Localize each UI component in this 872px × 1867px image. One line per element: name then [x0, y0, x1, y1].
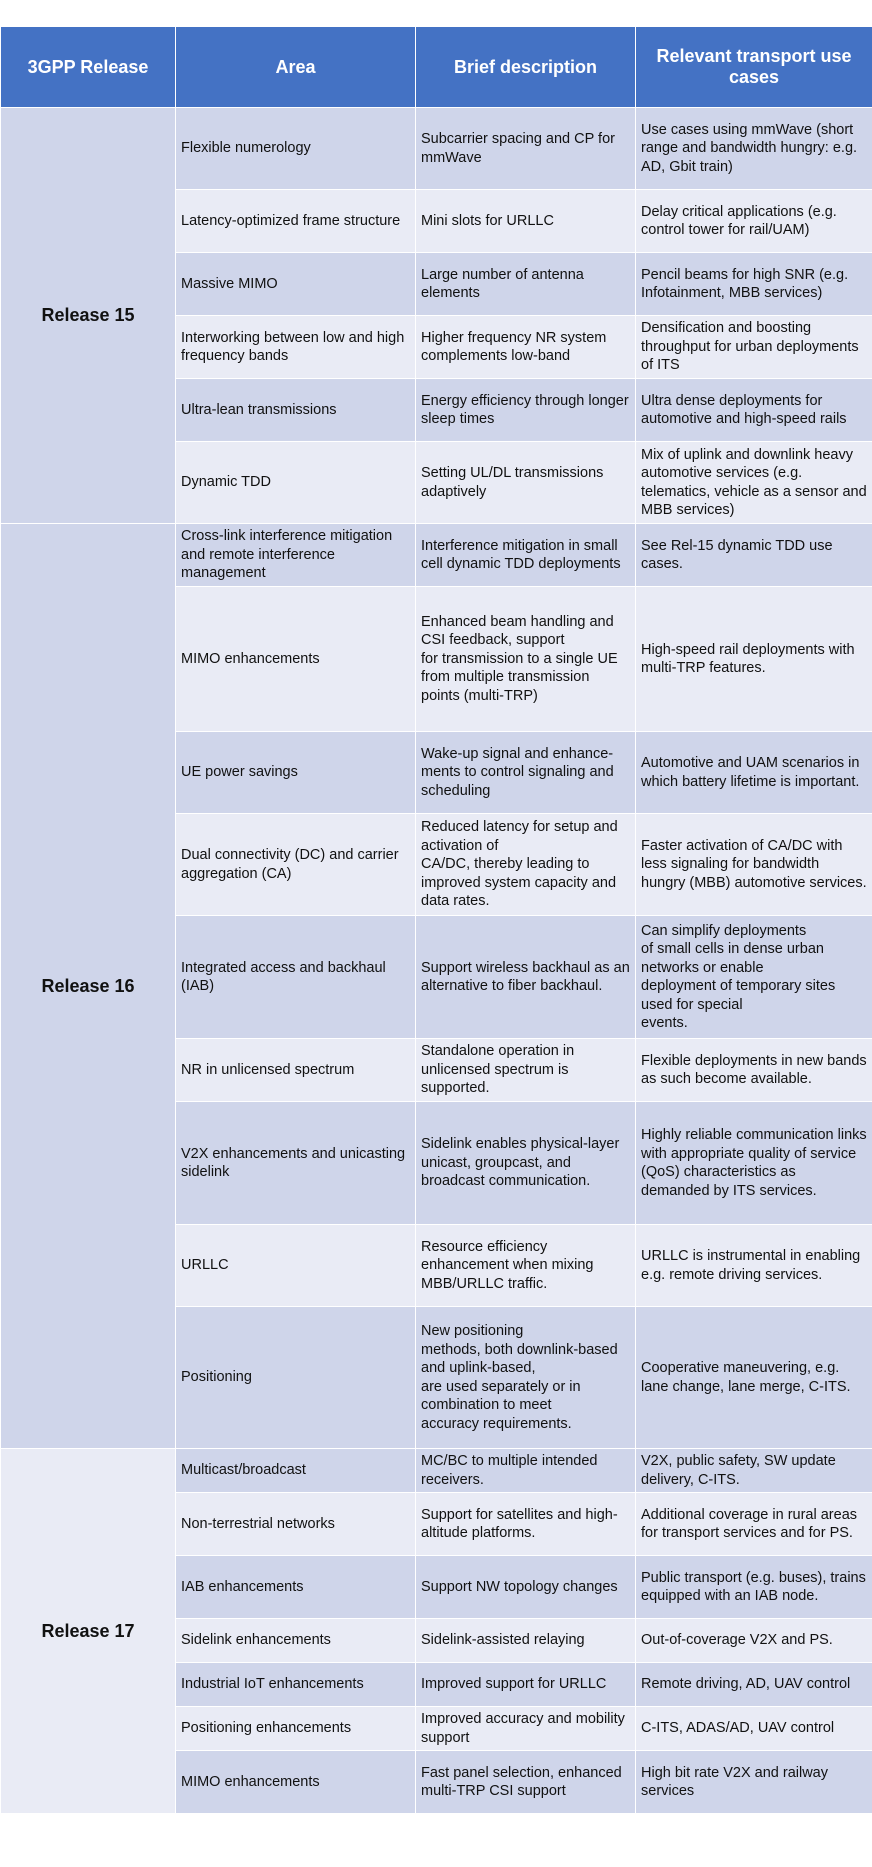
usecases-cell: Densification and boosting throughput for urban deployments of ITS — [636, 316, 872, 379]
release-label: Release 17 — [1, 1449, 176, 1814]
usecases-cell: High-speed rail deployments with multi-TRP features. — [636, 587, 872, 732]
usecases-cell: Automotive and UAM scenarios in which battery lifetime is important. — [636, 732, 872, 814]
description-cell: Reduced latency for setup and activation of CA/DC, thereby leading to improved system capacity and data rates. — [416, 814, 636, 916]
release-feature-table — [0, 26, 872, 1814]
description-cell: Support wireless backhaul as an alternative to fiber backhaul. — [416, 916, 636, 1039]
usecases-cell: See Rel-15 dynamic TDD use cases. — [636, 524, 872, 587]
area-cell: Sidelink enhancements — [176, 1619, 416, 1663]
description-cell: Sidelink-assisted relaying — [416, 1619, 636, 1663]
usecases-cell: C-ITS, ADAS/AD, UAV control — [636, 1707, 872, 1751]
description-cell: Setting UL/DL transmissions adaptively — [416, 442, 636, 524]
usecases-cell: Flexible deployments in new bands as such become available. — [636, 1039, 872, 1102]
description-cell: Mini slots for URLLC — [416, 190, 636, 253]
table-row — [1, 108, 872, 190]
usecases-cell: Delay critical applications (e.g. control tower for rail/UAM) — [636, 190, 872, 253]
usecases-cell: Mix of uplink and downlink heavy automotive services (e.g. telematics, vehicle as a sensor and MBB services) — [636, 442, 872, 524]
description-cell: Higher frequency NR system complements low-band — [416, 316, 636, 379]
description-cell: Support NW topology changes — [416, 1556, 636, 1619]
area-cell: Positioning enhancements — [176, 1707, 416, 1751]
description-cell: Subcarrier spacing and CP for mmWave — [416, 108, 636, 190]
description-cell: Resource efficiency enhancement when mixing MBB/URLLC traffic. — [416, 1225, 636, 1307]
description-cell: Fast panel selection, enhanced multi-TRP CSI support — [416, 1751, 636, 1814]
table-body — [1, 108, 872, 1814]
area-cell: Latency-optimized frame structure — [176, 190, 416, 253]
area-cell: Non-terrestrial networks — [176, 1493, 416, 1556]
area-cell: Industrial IoT enhancements — [176, 1663, 416, 1707]
area-cell: Positioning — [176, 1307, 416, 1449]
release-label: Release 16 — [1, 524, 176, 1449]
usecases-cell: High bit rate V2X and railway services — [636, 1751, 872, 1814]
description-cell: Improved support for URLLC — [416, 1663, 636, 1707]
release-label: Release 15 — [1, 108, 176, 524]
usecases-cell: Remote driving, AD, UAV control — [636, 1663, 872, 1707]
area-cell: NR in unlicensed spectrum — [176, 1039, 416, 1102]
header-release: 3GPP Release — [1, 27, 176, 108]
table-header-row — [1, 27, 872, 108]
area-cell: Ultra-lean transmissions — [176, 379, 416, 442]
area-cell: Integrated access and backhaul (IAB) — [176, 916, 416, 1039]
description-cell: Improved accuracy and mobility support — [416, 1707, 636, 1751]
usecases-cell: Out-of-coverage V2X and PS. — [636, 1619, 872, 1663]
usecases-cell: Public transport (e.g. buses), trains equipped with an IAB node. — [636, 1556, 872, 1619]
header-area: Area — [176, 27, 416, 108]
description-cell: Wake-up signal and enhance-ments to control signaling and scheduling — [416, 732, 636, 814]
description-cell: New positioning methods, both downlink-based and uplink-based, are used separately or in combination to meet accuracy requirements. — [416, 1307, 636, 1449]
usecases-cell: URLLC is instrumental in enabling e.g. remote driving services. — [636, 1225, 872, 1307]
description-cell: Support for satellites and high-altitude platforms. — [416, 1493, 636, 1556]
table-row — [1, 524, 872, 587]
description-cell: Enhanced beam handling and CSI feedback, support for transmission to a single UE from multiple transmission points (multi-TRP) — [416, 587, 636, 732]
area-cell: UE power savings — [176, 732, 416, 814]
area-cell: Massive MIMO — [176, 253, 416, 316]
area-cell: Interworking between low and high frequency bands — [176, 316, 416, 379]
area-cell: Multicast/broadcast — [176, 1449, 416, 1493]
description-cell: Sidelink enables physical-layer unicast, groupcast, and broadcast communication. — [416, 1102, 636, 1225]
area-cell: Dual connectivity (DC) and carrier aggregation (CA) — [176, 814, 416, 916]
area-cell: Cross-link interference mitigation and remote interference management — [176, 524, 416, 587]
usecases-cell: V2X, public safety, SW update delivery, C-ITS. — [636, 1449, 872, 1493]
description-cell: Large number of antenna elements — [416, 253, 636, 316]
area-cell: IAB enhancements — [176, 1556, 416, 1619]
usecases-cell: Ultra dense deployments for automotive and high-speed rails — [636, 379, 872, 442]
description-cell: Interference mitigation in small cell dynamic TDD deployments — [416, 524, 636, 587]
area-cell: MIMO enhancements — [176, 1751, 416, 1814]
description-cell: MC/BC to multiple intended receivers. — [416, 1449, 636, 1493]
usecases-cell: Cooperative maneuvering, e.g. lane change, lane merge, C-ITS. — [636, 1307, 872, 1449]
header-usecases: Relevant transport use cases — [636, 27, 872, 108]
table-row — [1, 1449, 872, 1493]
usecases-cell: Use cases using mmWave (short range and bandwidth hungry: e.g. AD, Gbit train) — [636, 108, 872, 190]
usecases-cell: Highly reliable communication links with appropriate quality of service (QoS) characteristics as demanded by ITS services. — [636, 1102, 872, 1225]
area-cell: V2X enhancements and unicasting sidelink — [176, 1102, 416, 1225]
description-cell: Energy efficiency through longer sleep times — [416, 379, 636, 442]
header-description: Brief description — [416, 27, 636, 108]
usecases-cell: Additional coverage in rural areas for transport services and for PS. — [636, 1493, 872, 1556]
area-cell: Dynamic TDD — [176, 442, 416, 524]
usecases-cell: Faster activation of CA/DC with less signaling for bandwidth hungry (MBB) automotive services. — [636, 814, 872, 916]
usecases-cell: Can simplify deployments of small cells in dense urban networks or enable deployment of temporary sites used for special events. — [636, 916, 872, 1039]
description-cell: Standalone operation in unlicensed spectrum is supported. — [416, 1039, 636, 1102]
area-cell: Flexible numerology — [176, 108, 416, 190]
area-cell: MIMO enhancements — [176, 587, 416, 732]
usecases-cell: Pencil beams for high SNR (e.g. Infotainment, MBB services) — [636, 253, 872, 316]
area-cell: URLLC — [176, 1225, 416, 1307]
